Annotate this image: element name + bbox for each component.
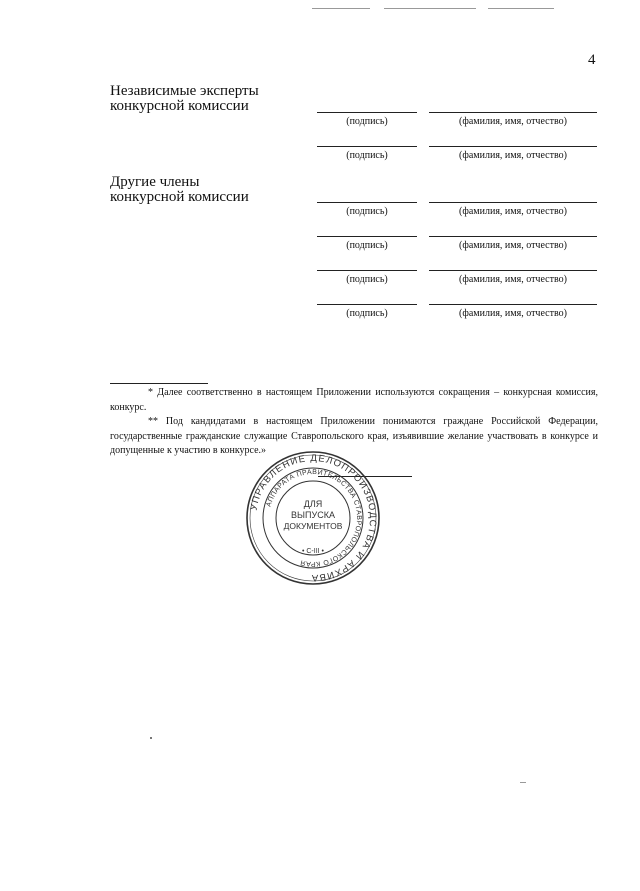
page-number: 4 bbox=[588, 52, 596, 68]
name-line[interactable] bbox=[429, 304, 597, 305]
signature-line[interactable] bbox=[317, 304, 417, 305]
footnote: * Далее соответственно в настоящем Приложении используются сокращения – конкурсная комиссия, конкурс. bbox=[110, 387, 598, 413]
signature-caption: (подпись) bbox=[346, 308, 388, 319]
name-caption: (фамилия, имя, отчество) bbox=[459, 240, 567, 251]
section-title-line: Независимые эксперты bbox=[110, 83, 259, 99]
name-line[interactable] bbox=[429, 202, 597, 203]
stamp-center-line: ДЛЯ bbox=[303, 499, 323, 509]
name-line[interactable] bbox=[429, 236, 597, 237]
stamp-center-line: ВЫПУСКА bbox=[291, 510, 335, 520]
section-title-line: Другие члены bbox=[110, 174, 200, 190]
signature-line[interactable] bbox=[317, 270, 417, 271]
signature-caption: (подпись) bbox=[346, 206, 388, 217]
name-caption: (фамилия, имя, отчество) bbox=[459, 308, 567, 319]
signature-caption: (подпись) bbox=[346, 150, 388, 161]
signature-caption: (подпись) bbox=[346, 274, 388, 285]
signature-caption: (подпись) bbox=[346, 116, 388, 127]
name-line[interactable] bbox=[429, 146, 597, 147]
scan-artifact bbox=[312, 8, 370, 9]
name-caption: (фамилия, имя, отчество) bbox=[459, 206, 567, 217]
name-caption: (фамилия, имя, отчество) bbox=[459, 116, 567, 127]
section-title-line: конкурсной комиссии bbox=[110, 189, 249, 205]
footnote-separator bbox=[110, 383, 208, 384]
footnote: ** Под кандидатами в настоящем Приложении понимаются граждане Российской Федерации, государственные гражданские служащие Ставропольского края, изъявившие желание участвовать в конкурсе и допущенные к участию в конкурсе.» bbox=[110, 416, 598, 456]
name-caption: (фамилия, имя, отчество) bbox=[459, 274, 567, 285]
scan-artifact bbox=[520, 782, 526, 783]
signature-line[interactable] bbox=[317, 236, 417, 237]
name-line[interactable] bbox=[429, 270, 597, 271]
name-caption: (фамилия, имя, отчество) bbox=[459, 150, 567, 161]
signature-line[interactable] bbox=[317, 146, 417, 147]
signature-caption: (подпись) bbox=[346, 240, 388, 251]
stamp-outer-text: УПРАВЛЕНИЕ ДЕЛОПРОИЗВОДСТВА И АРХИВА bbox=[248, 452, 379, 584]
scan-artifact bbox=[384, 8, 476, 9]
footnotes bbox=[110, 386, 598, 459]
stamp-inner-text: АППАРАТА ПРАВИТЕЛЬСТВА СТАВРОПОЛЬСКОГО КРАЯ bbox=[265, 468, 363, 568]
stamp-center-line: ДОКУМЕНТОВ bbox=[283, 521, 343, 531]
official-stamp bbox=[245, 450, 381, 586]
section-title-line: конкурсной комиссии bbox=[110, 98, 249, 114]
stamp-code: • С-III • bbox=[301, 548, 325, 555]
signature-line[interactable] bbox=[317, 202, 417, 203]
name-line[interactable] bbox=[429, 112, 597, 113]
signature-line[interactable] bbox=[317, 112, 417, 113]
scan-artifact bbox=[488, 8, 554, 9]
scan-artifact bbox=[150, 737, 152, 739]
